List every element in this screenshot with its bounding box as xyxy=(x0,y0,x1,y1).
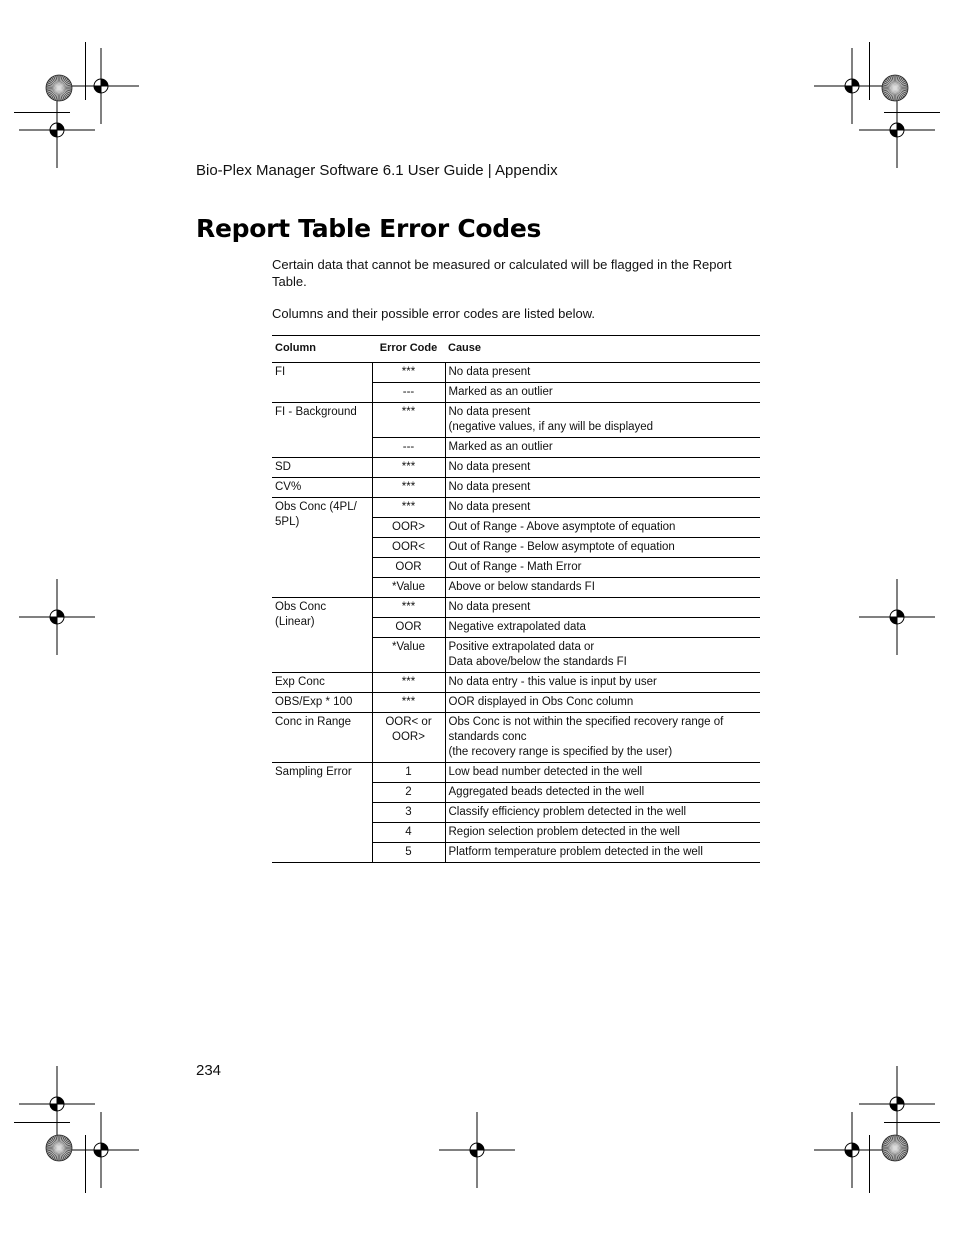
registration-mark-icon xyxy=(19,92,95,168)
star-target-icon xyxy=(881,1134,909,1162)
error-code-cell: *Value xyxy=(372,638,445,673)
cause-cell xyxy=(445,783,760,803)
row-column-name: CV% xyxy=(272,478,372,498)
cause-text: Marked as an outlier xyxy=(448,386,553,398)
crop-mark xyxy=(869,42,870,100)
cause-text: Classify efficiency problem detected in the well xyxy=(448,806,687,818)
cause-text-note: Data above/below the standards FI xyxy=(448,656,627,668)
column-header-cause: Cause xyxy=(445,336,760,363)
page-number: 234 xyxy=(196,1062,222,1079)
intro-paragraph: Certain data that cannot be measured or calculated will be flagged in the Report Table. xyxy=(272,257,732,289)
cause-text: Out of Range - Above asymptote of equation xyxy=(448,521,676,533)
table-row xyxy=(272,713,760,763)
cause-text-note: (the recovery range is specified by the user) xyxy=(448,746,673,758)
intro-paragraph: Columns and their possible error codes are listed below. xyxy=(272,306,596,321)
row-column-name: Sampling Error xyxy=(272,763,372,863)
page-title: Report Table Error Codes xyxy=(196,214,542,243)
error-code-cell: OOR< xyxy=(372,538,445,558)
cause-cell xyxy=(445,618,760,638)
registration-mark-icon xyxy=(19,579,95,655)
cause-cell xyxy=(445,403,760,438)
table-row xyxy=(272,763,760,783)
registration-mark-icon xyxy=(859,92,935,168)
cause-text: Platform temperature problem detected in the well xyxy=(448,846,703,858)
cause-text: No data present xyxy=(448,501,531,513)
error-code-cell: 5 xyxy=(372,843,445,863)
running-header: Bio-Plex Manager Software 6.1 User Guide | Appendix xyxy=(196,162,558,179)
error-code-cell: 3 xyxy=(372,803,445,823)
cause-text: No data entry - this value is input by user xyxy=(448,676,657,688)
row-column-name: FI - Background xyxy=(272,403,372,458)
table-row xyxy=(272,458,760,478)
error-code-cell: *** xyxy=(372,478,445,498)
cause-cell xyxy=(445,478,760,498)
cause-cell xyxy=(445,843,760,863)
cause-cell xyxy=(445,438,760,458)
registration-mark-icon xyxy=(814,1112,890,1188)
cause-text: No data present xyxy=(448,461,531,473)
row-column-name: SD xyxy=(272,458,372,478)
cause-cell xyxy=(445,558,760,578)
crop-mark xyxy=(869,1135,870,1193)
column-header-column: Column xyxy=(272,336,372,363)
cause-cell xyxy=(445,673,760,693)
cause-cell xyxy=(445,538,760,558)
column-header-error-code: Error Code xyxy=(372,336,445,363)
table-row xyxy=(272,673,760,693)
cause-text: Aggregated beads detected in the well xyxy=(448,786,645,798)
row-column-name: Obs Conc (4PL/ 5PL) xyxy=(272,498,372,598)
star-target-icon xyxy=(45,1134,73,1162)
registration-mark-icon xyxy=(63,1112,139,1188)
cause-cell xyxy=(445,363,760,383)
star-target-icon xyxy=(45,74,73,102)
cause-text: Out of Range - Math Error xyxy=(448,561,582,573)
cause-cell xyxy=(445,598,760,618)
cause-text: Low bead number detected in the well xyxy=(448,766,643,778)
cause-text: Region selection problem detected in the well xyxy=(448,826,680,838)
cause-text: Above or below standards FI xyxy=(448,581,595,593)
cause-text: No data present xyxy=(448,406,531,418)
table-row xyxy=(272,363,760,383)
cause-cell xyxy=(445,458,760,478)
table-row xyxy=(272,498,760,518)
table-row xyxy=(272,598,760,618)
cause-cell xyxy=(445,383,760,403)
cause-cell xyxy=(445,823,760,843)
table-row xyxy=(272,403,760,438)
error-code-cell: *** xyxy=(372,598,445,618)
error-code-cell: OOR< or OOR> xyxy=(372,713,445,763)
table-header-row xyxy=(272,336,760,363)
error-code-cell: 2 xyxy=(372,783,445,803)
cause-text-note: (negative values, if any will be displayed xyxy=(448,421,654,433)
error-code-cell: OOR xyxy=(372,558,445,578)
crop-mark xyxy=(884,112,940,113)
cause-text: Positive extrapolated data or xyxy=(448,641,595,653)
cause-cell xyxy=(445,638,760,673)
cause-cell xyxy=(445,713,760,763)
registration-mark-icon xyxy=(859,579,935,655)
error-code-cell: *** xyxy=(372,403,445,438)
cause-cell xyxy=(445,693,760,713)
error-codes-table xyxy=(272,335,760,863)
error-code-cell: 1 xyxy=(372,763,445,783)
cause-text: No data present xyxy=(448,366,531,378)
cause-cell xyxy=(445,578,760,598)
star-target-icon xyxy=(881,74,909,102)
error-code-cell: *Value xyxy=(372,578,445,598)
crop-mark xyxy=(14,1122,70,1123)
error-code-cell: *** xyxy=(372,498,445,518)
crop-mark xyxy=(14,112,70,113)
cause-text: Marked as an outlier xyxy=(448,441,553,453)
cause-cell xyxy=(445,803,760,823)
error-code-cell: *** xyxy=(372,693,445,713)
cause-cell xyxy=(445,498,760,518)
error-code-cell: --- xyxy=(372,383,445,403)
cause-cell xyxy=(445,518,760,538)
error-code-cell: *** xyxy=(372,458,445,478)
crop-mark xyxy=(884,1122,940,1123)
row-column-name: FI xyxy=(272,363,372,403)
error-code-cell: *** xyxy=(372,673,445,693)
error-code-cell: *** xyxy=(372,363,445,383)
crop-mark xyxy=(85,1135,86,1193)
row-column-name: Conc in Range xyxy=(272,713,372,763)
cause-text: Obs Conc is not within the specified recovery range of standards conc xyxy=(448,716,724,743)
cause-text: Out of Range - Below asymptote of equation xyxy=(448,541,675,553)
cause-text: No data present xyxy=(448,601,531,613)
registration-mark-icon xyxy=(439,1112,515,1188)
error-code-cell: 4 xyxy=(372,823,445,843)
row-column-name: Obs Conc (Linear) xyxy=(272,598,372,673)
cause-text: OOR displayed in Obs Conc column xyxy=(448,696,634,708)
error-code-cell: --- xyxy=(372,438,445,458)
error-code-cell: OOR> xyxy=(372,518,445,538)
cause-text: Negative extrapolated data xyxy=(448,621,586,633)
row-column-name: Exp Conc xyxy=(272,673,372,693)
table-row xyxy=(272,693,760,713)
table-row xyxy=(272,478,760,498)
table-body xyxy=(272,363,760,863)
crop-mark xyxy=(85,42,86,100)
error-code-cell: OOR xyxy=(372,618,445,638)
cause-cell xyxy=(445,763,760,783)
row-column-name: OBS/Exp * 100 xyxy=(272,693,372,713)
cause-text: No data present xyxy=(448,481,531,493)
